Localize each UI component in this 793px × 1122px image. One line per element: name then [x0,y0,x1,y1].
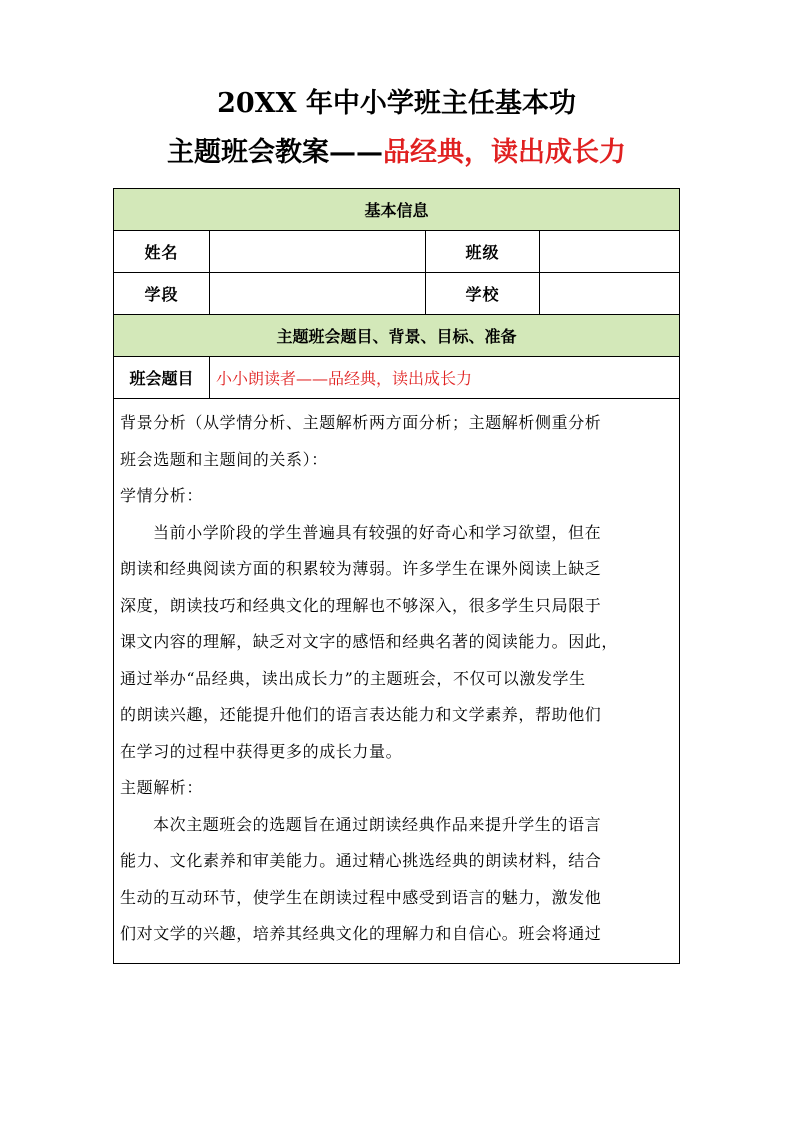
background-analysis-cell [114,399,680,964]
name-label: 姓名 [114,231,210,273]
student-analysis-line: 课文内容的理解，缺乏对文字的感悟和经典名著的阅读能力。因此， [120,632,619,651]
stage-value[interactable] [210,273,426,315]
intro-line: 背景分析（从学情分析、主题解析两方面分析；主题解析侧重分析 [120,413,602,432]
school-label: 学校 [426,273,540,315]
student-analysis-line: 当前小学阶段的学生普遍具有较强的好奇心和学习欲望，但在 [153,522,602,542]
class-value[interactable] [540,231,680,273]
document-title-line1: 20XX 年中小学班主任基本功 [217,88,576,119]
student-analysis-line: 朗读和经典阅读方面的积累较为薄弱。许多学生在课外阅读上缺乏 [120,559,602,578]
section-header-topic-background: 主题班会题目、背景、目标、准备 [114,315,680,357]
topic-label: 班会题目 [114,357,210,399]
student-analysis-line: 的朗读兴趣，还能提升他们的语言表达能力和文学素养，帮助他们 [120,705,602,724]
name-value[interactable] [210,231,426,273]
section-header-basic-info: 基本信息 [114,189,680,231]
stage-label: 学段 [114,273,210,315]
school-value[interactable] [540,273,680,315]
student-analysis-line: 在学习的过程中获得更多的成长力量。 [120,741,403,761]
student-analysis-line: 通过举办“品经典，读出成长力”的主题班会，不仅可以激发学生 [120,668,586,688]
theme-analysis-line: 生动的互动环节，使学生在朗读过程中感受到语言的魅力，激发他 [120,887,602,907]
class-label: 班级 [426,231,540,273]
document-title-line2 [0,133,793,173]
intro-line: 班会选题和主题间的关系）： [120,449,328,469]
lesson-plan-table [113,188,680,964]
title-prefix: 主题班会教案—— [167,137,383,168]
topic-value: 小小朗读者——品经典，读出成长力 [210,357,680,399]
theme-analysis-heading: 主题解析： [120,778,204,797]
theme-analysis-line: 们对文学的兴趣，培养其经典文化的理解力和自信心。班会将通过 [120,924,602,943]
student-analysis-line: 深度，朗读技巧和经典文化的理解也不够深入，很多学生只局限于 [120,595,602,615]
student-analysis-heading: 学情分析： [120,486,204,505]
theme-analysis-line: 本次主题班会的选题旨在通过朗读经典作品来提升学生的语言 [153,814,602,834]
title-highlight: 品经典，读出成长力 [383,137,626,168]
theme-analysis-line: 能力、文化素养和审美能力。通过精心挑选经典的朗读材料，结合 [120,851,602,870]
